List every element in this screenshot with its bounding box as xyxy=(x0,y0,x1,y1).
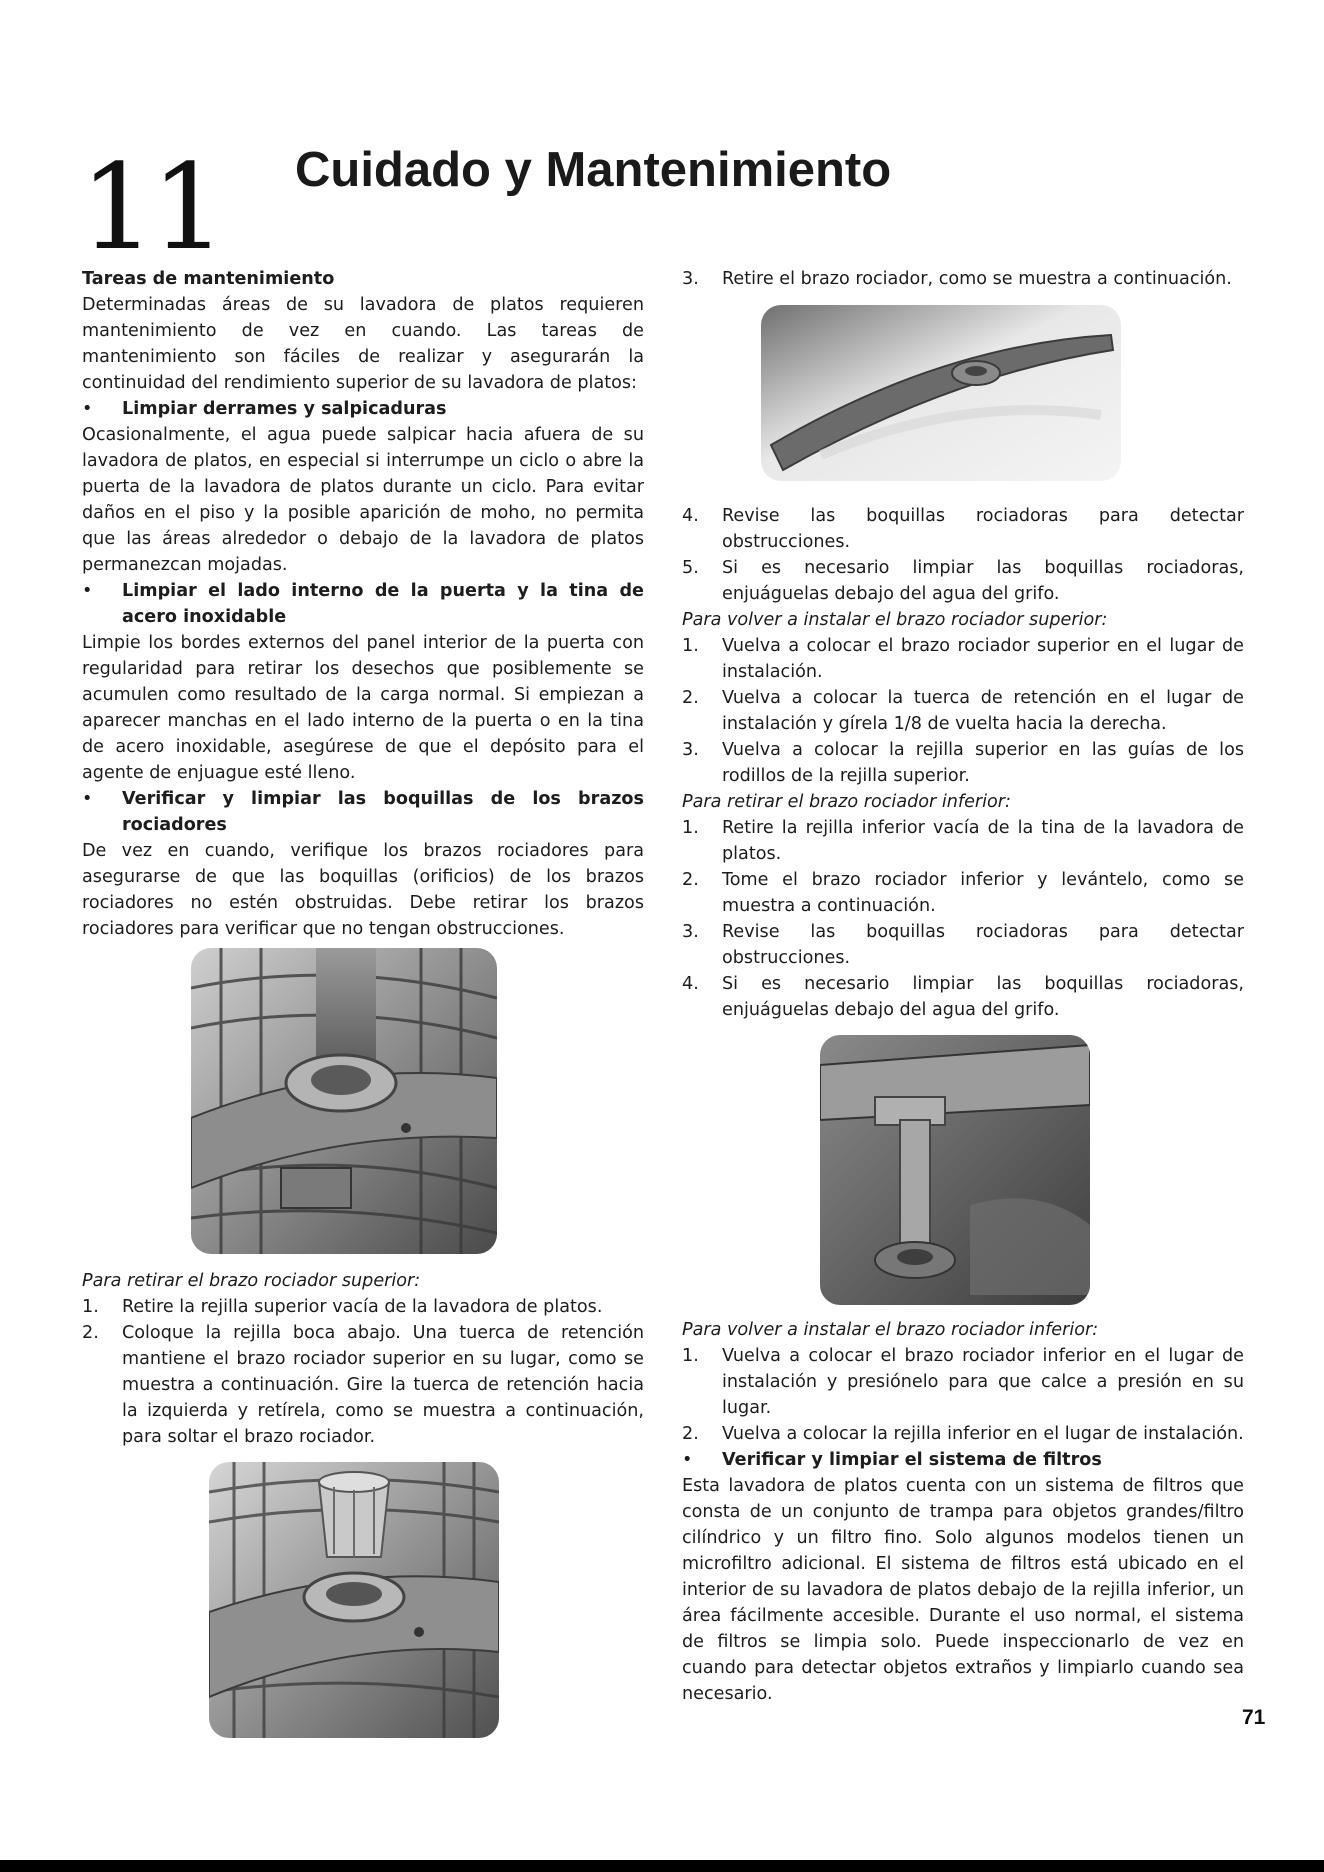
list-item: 2. Vuelva a colocar la tuerca de retención en el lugar de instalación y gírela 1/8 de vuelta hacia la derecha. xyxy=(682,688,1244,734)
chapter-number: 11 xyxy=(80,138,223,276)
left-column xyxy=(82,266,644,1738)
list-item: 2. Vuelva a colocar la rejilla inferior en el lugar de instalación. xyxy=(682,1424,1244,1444)
photo-upper-spray-arm-rack xyxy=(191,948,497,1254)
list-item: 3. Vuelva a colocar la rejilla superior en las guías de los rodillos de la rejilla superior. xyxy=(682,740,1244,786)
list-item: 4. Revise las boquillas rociadoras para detectar obstrucciones. xyxy=(682,506,1244,552)
list-item: 1. Retire la rejilla superior vacía de la lavadora de platos. xyxy=(82,1297,603,1317)
spills-heading: • Limpiar derrames y salpicaduras xyxy=(82,396,644,422)
remove-upper-heading: Para retirar el brazo rociador superior: xyxy=(82,1271,421,1291)
list-item: 3. Revise las boquillas rociadoras para detectar obstrucciones. xyxy=(682,922,1244,968)
door-text: Limpie los bordes externos del panel interior de la puerta con regularidad para retirar los desechos que posiblemente se acumulen como resultado de la carga normal. Si empiezan a aparecer manchas en el lado interno de la puerta o en la tina de acero inoxidable, asegúrese de que el depósito para el agente de enjuague esté lleno. xyxy=(82,633,644,783)
list-item: 3. Retire el brazo rociador, como se muestra a continuación. xyxy=(682,269,1232,289)
remove-upper-steps-4-5 xyxy=(682,503,1244,607)
maintenance-heading: Tareas de mantenimiento xyxy=(82,269,335,289)
photo-spray-arm xyxy=(761,305,1121,481)
reinstall-lower-heading: Para volver a instalar el brazo rociador inferior: xyxy=(682,1320,1099,1340)
reinstall-upper-steps xyxy=(682,633,1244,789)
bullet: • xyxy=(82,399,93,419)
bullet: • xyxy=(82,581,93,601)
photo-retaining-nut xyxy=(209,1462,499,1738)
list-item: 1. Vuelva a colocar el brazo rociador superior en el lugar de instalación. xyxy=(682,636,1244,682)
bullet: • xyxy=(82,789,93,809)
remove-lower-steps xyxy=(682,815,1244,1023)
door-heading: • Limpiar el lado interno de la puerta y la tina de acero inoxidable xyxy=(82,578,644,630)
chapter-title: Cuidado y Mantenimiento xyxy=(295,143,892,197)
filter-text: Esta lavadora de platos cuenta con un sistema de filtros que consta de un conjunto de trampa para objetos grandes/filtro cilíndrico y un filtro fino. Solo algunos modelos tienen un microfiltro adicional. El sistema de filtros está ubicado en el interior de su lavadora de platos debajo de la rejilla inferior, un área fácilmente accesible. Durante el uso normal, el sistema de filtros se limpia solo. Puede inspeccionarlo de vez en cuando para detectar objetos extraños y limpiarlo cuando sea necesario. xyxy=(682,1476,1244,1704)
page-number: 71 xyxy=(1242,1706,1266,1729)
list-item: 1. Vuelva a colocar el brazo rociador inferior en el lugar de instalación y presiónelo para que calce a presión en su lugar. xyxy=(682,1346,1244,1418)
remove-upper-step-3 xyxy=(682,266,1244,292)
remove-lower-heading: Para retirar el brazo rociador inferior: xyxy=(682,792,1011,812)
list-item: 5. Si es necesario limpiar las boquillas rociadoras, enjuáguelas debajo del agua del grifo. xyxy=(682,558,1244,604)
filter-heading: • Verificar y limpiar el sistema de filtros xyxy=(682,1447,1244,1473)
photo-lower-spray-arm xyxy=(820,1035,1090,1305)
spills-text: Ocasionalmente, el agua puede salpicar hacia afuera de su lavadora de platos, en especial si interrumpe un ciclo o abre la puerta de la lavadora de platos durante un ciclo. Para evitar daños en el piso y la posible aparición de moho, no permita que las áreas alrededor o debajo de la lavadora de platos permanezcan mojadas. xyxy=(82,425,644,575)
right-column xyxy=(682,266,1244,1707)
bottom-rule xyxy=(0,1860,1324,1872)
list-item: 2. Coloque la rejilla boca abajo. Una tuerca de retención mantiene el brazo rociador superior en su lugar, como se muestra a continuación. Gire la tuerca de retención hacia la izquierda y retírela, como se muestra a continuación, para soltar el brazo rociador. xyxy=(82,1323,644,1447)
maintenance-intro: Determinadas áreas de su lavadora de platos requieren mantenimiento de vez en cuando. Las tareas de mantenimiento son fáciles de realizar y asegurarán la continuidad del rendimiento superior de su lavadora de platos: xyxy=(82,295,644,393)
reinstall-upper-heading: Para volver a instalar el brazo rociador superior: xyxy=(682,610,1108,630)
remove-upper-steps xyxy=(82,1294,644,1450)
reinstall-lower-steps xyxy=(682,1343,1244,1447)
list-item: 4. Si es necesario limpiar las boquillas rociadoras, enjuáguelas debajo del agua del grifo. xyxy=(682,974,1244,1020)
nozzles-text: De vez en cuando, verifique los brazos rociadores para asegurarse de que las boquillas (orificios) de los brazos rociadores no estén obstruidas. Debe retirar los brazos rociadores para verificar que no tengan obstrucciones. xyxy=(82,841,644,939)
nozzles-heading: • Verificar y limpiar las boquillas de los brazos rociadores xyxy=(82,786,644,838)
list-item: 2. Tome el brazo rociador inferior y levántelo, como se muestra a continuación. xyxy=(682,870,1244,916)
list-item: 1. Retire la rejilla inferior vacía de la tina de la lavadora de platos. xyxy=(682,818,1244,864)
bullet: • xyxy=(682,1450,693,1470)
